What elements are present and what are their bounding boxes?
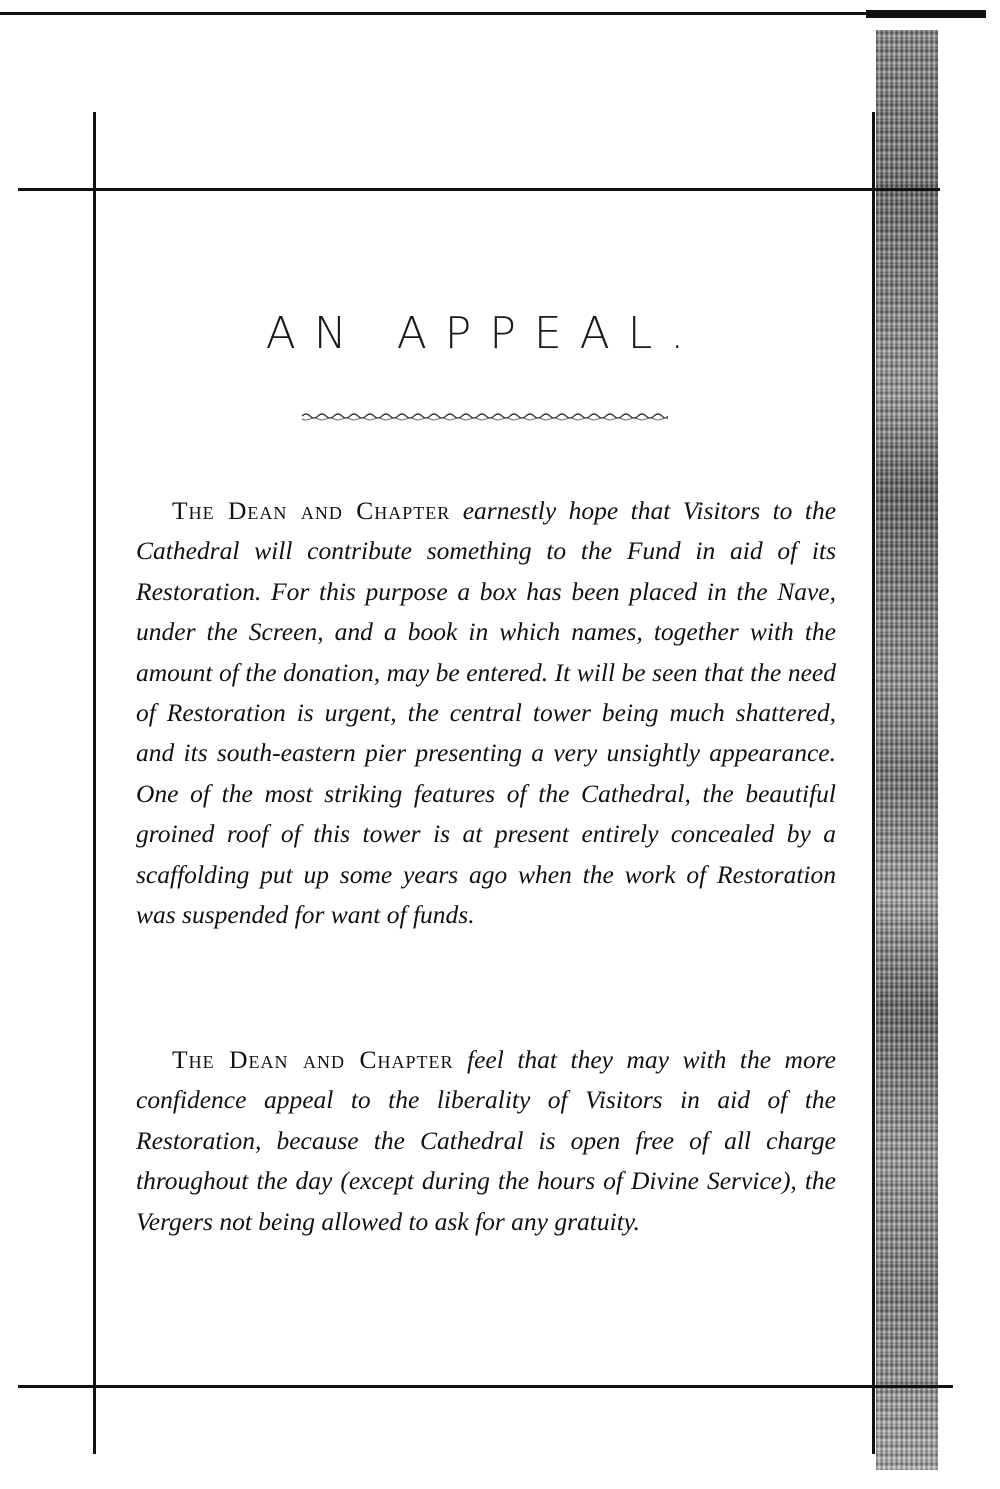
paragraph xyxy=(136,1040,836,1242)
ornamental-divider xyxy=(302,410,668,422)
paragraph xyxy=(136,491,836,935)
paragraph-body: feel that they may with the more confidence appeal to the liberality of Visitors in aid of the Restoration, because the Cathedral is open free of all charge throughout the day (except during the hours of Divine Service), the Vergers not being allowed to ask for any gratuity. xyxy=(136,1045,836,1236)
border-right xyxy=(872,112,875,1454)
book-spine-edge xyxy=(876,30,938,1470)
top-rule-thick xyxy=(866,10,986,18)
paragraph-lead: The Dean and Chapter xyxy=(172,496,451,525)
border-bottom-rule xyxy=(18,1385,953,1388)
paragraph-lead: The Dean and Chapter xyxy=(172,1045,454,1074)
paragraph-body: earnestly hope that Visitors to the Cathedral will contribute something to the Fund in aid of its Restoration. For this purpose a box has been placed in the Nave, under the Screen, and a book in which names, together with the amount of the donation, may be entered. It will be seen that the need of Restoration is urgent, the central tower being much shattered, and its south-eastern pier presenting a very unsightly appearance. One of the most striking features of the Cathedral, the beautiful groined roof of this tower is at present entirely concealed by a scaffolding put up some years ago when the work of Restoration was suspended for want of funds. xyxy=(136,496,837,930)
border-top-rule xyxy=(18,188,940,191)
page-title: AN APPEAL. xyxy=(265,308,703,359)
top-rule xyxy=(0,12,866,15)
